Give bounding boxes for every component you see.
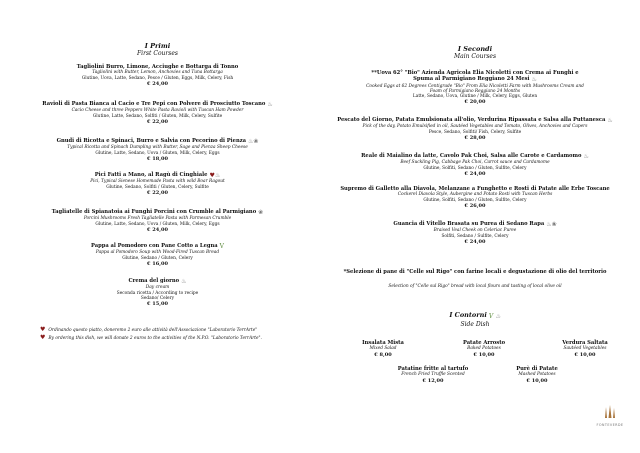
dish-pescato: Pescato del Giorno, Patata Emulsionata all'olio, Verdurina Ripassata e Salsa alla Puttanesca ♨ Pick of the day, Potato Emulsified in oil, Sautéed Vegetables and Tomato, Olives, Anchovies and Capers Pesce, Sedano, Solfiti/ Fish, Celery, Sulfite € 28,00 [337, 117, 613, 141]
side-patate-arrosto: Patate Arrosto Baked Potatoes € 10,00 [462, 340, 506, 358]
dish-ravioli: Ravioli di Pasta Bianca al Cacio e Tre Pepi con Polvere di Prosciutto Toscano ♨ Cacio Cheese and three Peppers White Pasta Ravioli with Tuscan Ham Powder Glutine, Latte, Sedano, Solfiti / Gluten, Milk, Celery, Sulfite € 22,00 [42, 101, 273, 125]
dish-pici: Pici Fatti a Mano, al Ragù di Cinghiale ♥♨ Pici, Typical Sienese Homemade Pasta with wild Boar Ragout Glutine, Sedano, Solfiti / Gluten, Celery, Sulfite € 22,00 [90, 172, 225, 196]
chef-hat-leaf-icon: ♨❀ [546, 221, 557, 228]
chef-hat-icon: ♨ [495, 313, 501, 320]
dish-uova: **Uova 62° "Bio" Azienda Agricola Elia Nicoletti con Crema ai Funghi e Spuma al Parmigiano Reggiano 24 Mesi ♨ Cooked Eggs at 62 Degrees Centigrade "Bio" From Elia Nicoletti Farm with Mushrooms Cream and Foam of Parmigiano Reggiano 24 Months Latte, Sedano, Uova, Glutine / Milk, Celery, Eggs, Gluten € 20,00 [366, 70, 584, 106]
leaf-icon: ❀ [258, 209, 264, 216]
cypress-trees-icon [600, 405, 620, 419]
charity-note-en: ♥ By ordering this dish, we will donate 2 euros to the activities of the N.P.O. "Laboratorio TerrArte". [40, 334, 262, 341]
vegan-v-icon: V [488, 313, 494, 320]
bread-note-en: Selection of "Celle sul Rigo" bread with local flours and tasting of local olive oil [388, 284, 562, 289]
logo-text: FONTEVERDE [596, 423, 624, 427]
fonteverde-logo [590, 404, 630, 427]
primi-title: I Primi [144, 42, 171, 50]
dish-maialino: Reale di Maialino da latte, Cavolo Pak Choi, Salsa alle Carote e Cardamomo ♨ Beef Suckling Pig, Cabbage Pak Choi, Carrot sauce and Cardamome Glutine, Solfiti, Sedano / Gluten, Sulfite, Celery € 24,00 [361, 153, 589, 177]
primi-subtitle: First Courses [137, 50, 178, 57]
heart-icon: ♥ [40, 326, 46, 333]
dish-guancia: Guancia di Vitello Brasata su Purea di Sedano Rapa ♨❀ Braised Veal Cheek on Celeriac Puree Solfiti, Sedano / Sulfite, Celery € 24,00 [393, 221, 557, 245]
dish-gnudi: Gnudi di Ricotta e Spinaci, Burro e Salvia con Pecorino di Pienza ♨❀ Typical Ricotta and Spinach Dumpling with Butter, Sage and Pienza Sheep Cheese Glutine, Latte, Sedano, Uova / Gluten, Milk, Celery, Eggs € 18,00 [56, 138, 259, 162]
dish-crema: Crema del giorno ♨ Day cream Seconda ricetta / According to recipe Sedano/ Celery € 15,00 [116, 278, 199, 308]
heart-hat-icon: ♥♨ [209, 172, 221, 179]
dish-tagliatelle: Tagliatelle di Spianatoia ai Funghi Porcini con Crumble al Parmigiano ❀ Porcini Mushrooms Fresh Tagliatelle Pasta with Parmesan Crumble Glutine, Latte, Sedano, Uova / Gluten, Milk, Celery, Eggs € 24,00 [51, 209, 264, 233]
dish-pappa: Pappa al Pomodoro con Pane Cotto a Legna V Pappa al Pomodoro Soup with Wood-Fired Tuscan Bread Glutine, Sedano / Gluten, Celery € 16,00 [90, 243, 224, 267]
chef-hat-icon: ♨ [583, 153, 589, 160]
chef-hat-icon: ♨ [607, 117, 613, 124]
vegan-v-icon: V [219, 243, 224, 250]
side-insalata: Insalata Mista Mixed Salad € 8,00 [362, 340, 404, 358]
bread-note: *Selezione di pane di "Celle sul Rigo" con farine locali e degustazione di olio del territorio [343, 269, 607, 275]
secondi-column [330, 0, 620, 453]
side-pure: Purè di Patate Mashed Potatoes € 10,00 [516, 366, 558, 384]
contorni-title: I Contorni [449, 311, 487, 319]
primi-column [40, 0, 275, 453]
side-verdura: Verdura Saltata Sautéed Vegetables € 10,00 [562, 340, 608, 358]
chef-hat-icon: ♨ [181, 278, 187, 285]
chef-hat-icon: ♨ [267, 101, 273, 108]
dish-tagliolini: Tagliolini Burro, Limone, Acciughe e Bottarga di Tonno Tagliolini with Butter, Lemon, Anchovies and Tuna Bottarga Glutine, Uova, Latte, Sedano, Pesce / Gluten, Eggs, Milk, Celery, Fish € 24,00 [76, 64, 239, 87]
charity-note-it: ♥ Ordinando questo piatto, doneremo 2 euro alle attività dell'Associazione "Laboratorio TerrArte" [40, 326, 258, 333]
dish-galletto: Supremo di Galletto alla Diavola, Melanzane a Funghetto e Rosti di Patate alle Erbe Toscane Cockerel Diavola Style, Aubergine and Potato Rosti with Tuscan Herbs Glutine, Solfiti, Sedano / Gluten, Sulfite, Celery € 26,00 [340, 186, 610, 209]
contorni-header [330, 311, 620, 328]
chef-hat-leaf-icon: ♨❀ [248, 138, 259, 145]
secondi-title: I Secondi [457, 45, 493, 53]
side-patatine: Patatine fritte al tartufo French Fried Truffle Scented € 12,00 [397, 366, 469, 384]
contorni-subtitle: Side Dish [460, 321, 490, 328]
heart-icon: ♥ [40, 334, 46, 341]
secondi-subtitle: Main Courses [453, 53, 497, 60]
chef-hat-icon: ♨ [531, 76, 537, 84]
